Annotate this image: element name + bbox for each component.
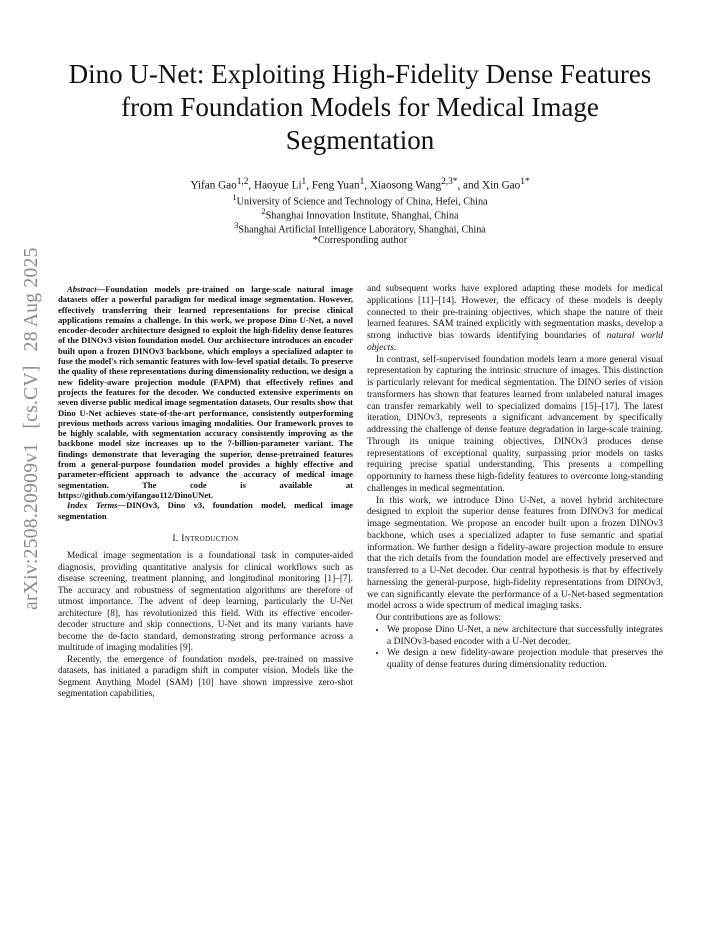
paragraph: In contrast, self-supervised foundation models learn a more general visual representation by capturing the intrinsic structure of images. This distinction is particularly relevant for medical segmentation. The DINO series of vision transformers has shown that features learned from unlabeled natural images can transfer remarkably well to specialized domains [15]–[17]. The latest iteration, DINOv3, represents a significant advancement by specifically addressing the challenge of dense feature degradation in large-scale training. Through its unique training objectives, DINOv3 produces dense representations of exceptional quality, surpassing prior models on tasks requiring precise spatial understanding. This presents a compelling opportunity to harness these high-fidelity features to overcome long-standing challenges in medical segmentation. xyxy=(367,354,663,494)
affiliation: $^1$University of Science and Technology of China, Hefei, China xyxy=(232,192,488,208)
section-heading: I. Introduction xyxy=(172,532,239,544)
paragraph: Recently, the emergence of foundation models, pre-trained on massive datasets, has initiated a paradigm shift in computer vision. Models like the Segment Anything Model (SAM) [10] have shown impressive zero-shot segmentation capabilities, xyxy=(58,654,353,700)
paragraph: and subsequent works have explored adapting these models for medical applications [11]–[14]. However, the efficacy of these models is deeply connected to their pre-training objectives, which shape the nature of their learned features. SAM trained explicitly with segmentation masks, develop a strong inductive bias towards identifying boundaries of natural world objects. xyxy=(367,284,663,353)
affiliation: $^3$Shanghai Artificial Intelligence Laboratory, Shanghai, China xyxy=(234,220,486,236)
author: Haoyue Li xyxy=(254,179,302,192)
author: Xin Gao xyxy=(482,179,521,192)
author-list: Yifan Gao$^{1,2}$, Haoyue Li$^1$, Feng Yuan$^1$, Xiaosong Wang$^{2,3*}$, and Xin Gao$^{1*}$ xyxy=(190,177,530,192)
author: Yifan Gao xyxy=(190,179,237,192)
abstract-label: Abstract xyxy=(67,284,97,294)
paragraph: In this work, we introduce Dino U-Net, a novel hybrid architecture designed to exploit the superior dense features from DINOv3 for medical image segmentation. We propose an encoder built upon a frozen DINOv3 backbone, which uses a specialized adapter to fuse semantic and spatial information. We further design a fidelity-aware projection module to ensure that the rich details from the foundation model are effectively preserved and transferred to a U-Net decoder. Our central hypothesis is that by effectively harnessing the general-purpose, high-fidelity representations from DINOv3, we can significantly elevate the performance of a U-Net-based segmentation model across a wide spectrum of medical imaging tasks. xyxy=(367,495,663,612)
abstract-text: —Foundation models pre-trained on large-scale natural image datasets offer a powerful paradigm for medical image segmentation. However, effectively transferring their learned representations for precise clinical applications remains a challenge. In this work, we propose Dino U-Net, a novel encoder-decoder architecture designed to exploit the high-fidelity dense features of the DINOv3 vision foundation model. Our architecture introduces an encoder built upon a frozen DINOv3 backbone, which employs a specialized adapter to fuse the model's rich semantic features with low-level spatial details. To preserve the quality of these representations during dimensionality reduction, we design a new fidelity-aware projection module (FAPM) that effectively refines and projects the features for the decoder. We conducted extensive experiments on seven diverse public medical image segmentation datasets. Our results show that Dino U-Net achieves state-of-the-art performance, consistently outperforming previous methods across various imaging modalities. Our framework proves to be highly scalable, with segmentation accuracy consistently improving as the backbone model size increases up to the 7-billion-parameter variant. The findings demonstrate that leveraging the superior, dense-pretrained features from a general-purpose foundation model provides a highly effective and parameter-efficient approach to advance the accuracy of medical image segmentation. The code is available at https://github.com/yifangao112/DinoUNet. xyxy=(58,284,353,500)
list-item: • We propose Dino U-Net, a new architecture that successfully integrates a DINOv3-based encoder with a U-Net decoder. xyxy=(387,625,663,649)
abstract xyxy=(58,284,353,500)
list-item: • We design a new fidelity-aware projection module that preserves the quality of dense features during dimensionality reduction. xyxy=(387,648,663,672)
contributions-list xyxy=(367,625,663,672)
arxiv-category: [cs.CV] xyxy=(21,365,42,429)
index-terms: Index Terms—DINOv3, Dino v3, foundation model, medical image segmentation xyxy=(58,500,353,521)
arxiv-date: 28 Aug 2025 xyxy=(21,247,42,352)
author: Feng Yuan xyxy=(311,179,360,192)
index-terms-label: Index Terms xyxy=(67,500,118,511)
corresponding-author-note: *Corresponding author xyxy=(312,235,408,246)
affiliation: $^2$Shanghai Innovation Institute, Shanghai, China xyxy=(261,206,459,222)
left-column xyxy=(58,284,353,701)
author: Xiaosong Wang xyxy=(369,179,442,192)
paper-title: Dino U-Net: Exploiting High-Fidelity Dense Features from Foundation Models for Medical Image Segmentation xyxy=(68,59,652,155)
paragraph: Our contributions are as follows: xyxy=(376,613,502,623)
arxiv-id: arXiv:2508.20909v1 xyxy=(21,442,42,610)
paragraph: Medical image segmentation is a foundational task in computer-aided diagnosis, providing quantitative analysis for clinical workflows such as disease screening, treatment planning, and longitudinal monitoring [1]–[7]. The accuracy and robustness of segmentation algorithms are therefore of utmost importance. The advent of deep learning, particularly the U-Net architecture [8], has revolutionized this field. With its effective encoder-decoder structure and skip connections, U-Net and its many variants have become the de-facto standard, demonstrating strong performance across a multitude of imaging modalities [9]. xyxy=(58,551,353,654)
right-column xyxy=(367,284,663,672)
arxiv-stamp xyxy=(21,233,43,610)
